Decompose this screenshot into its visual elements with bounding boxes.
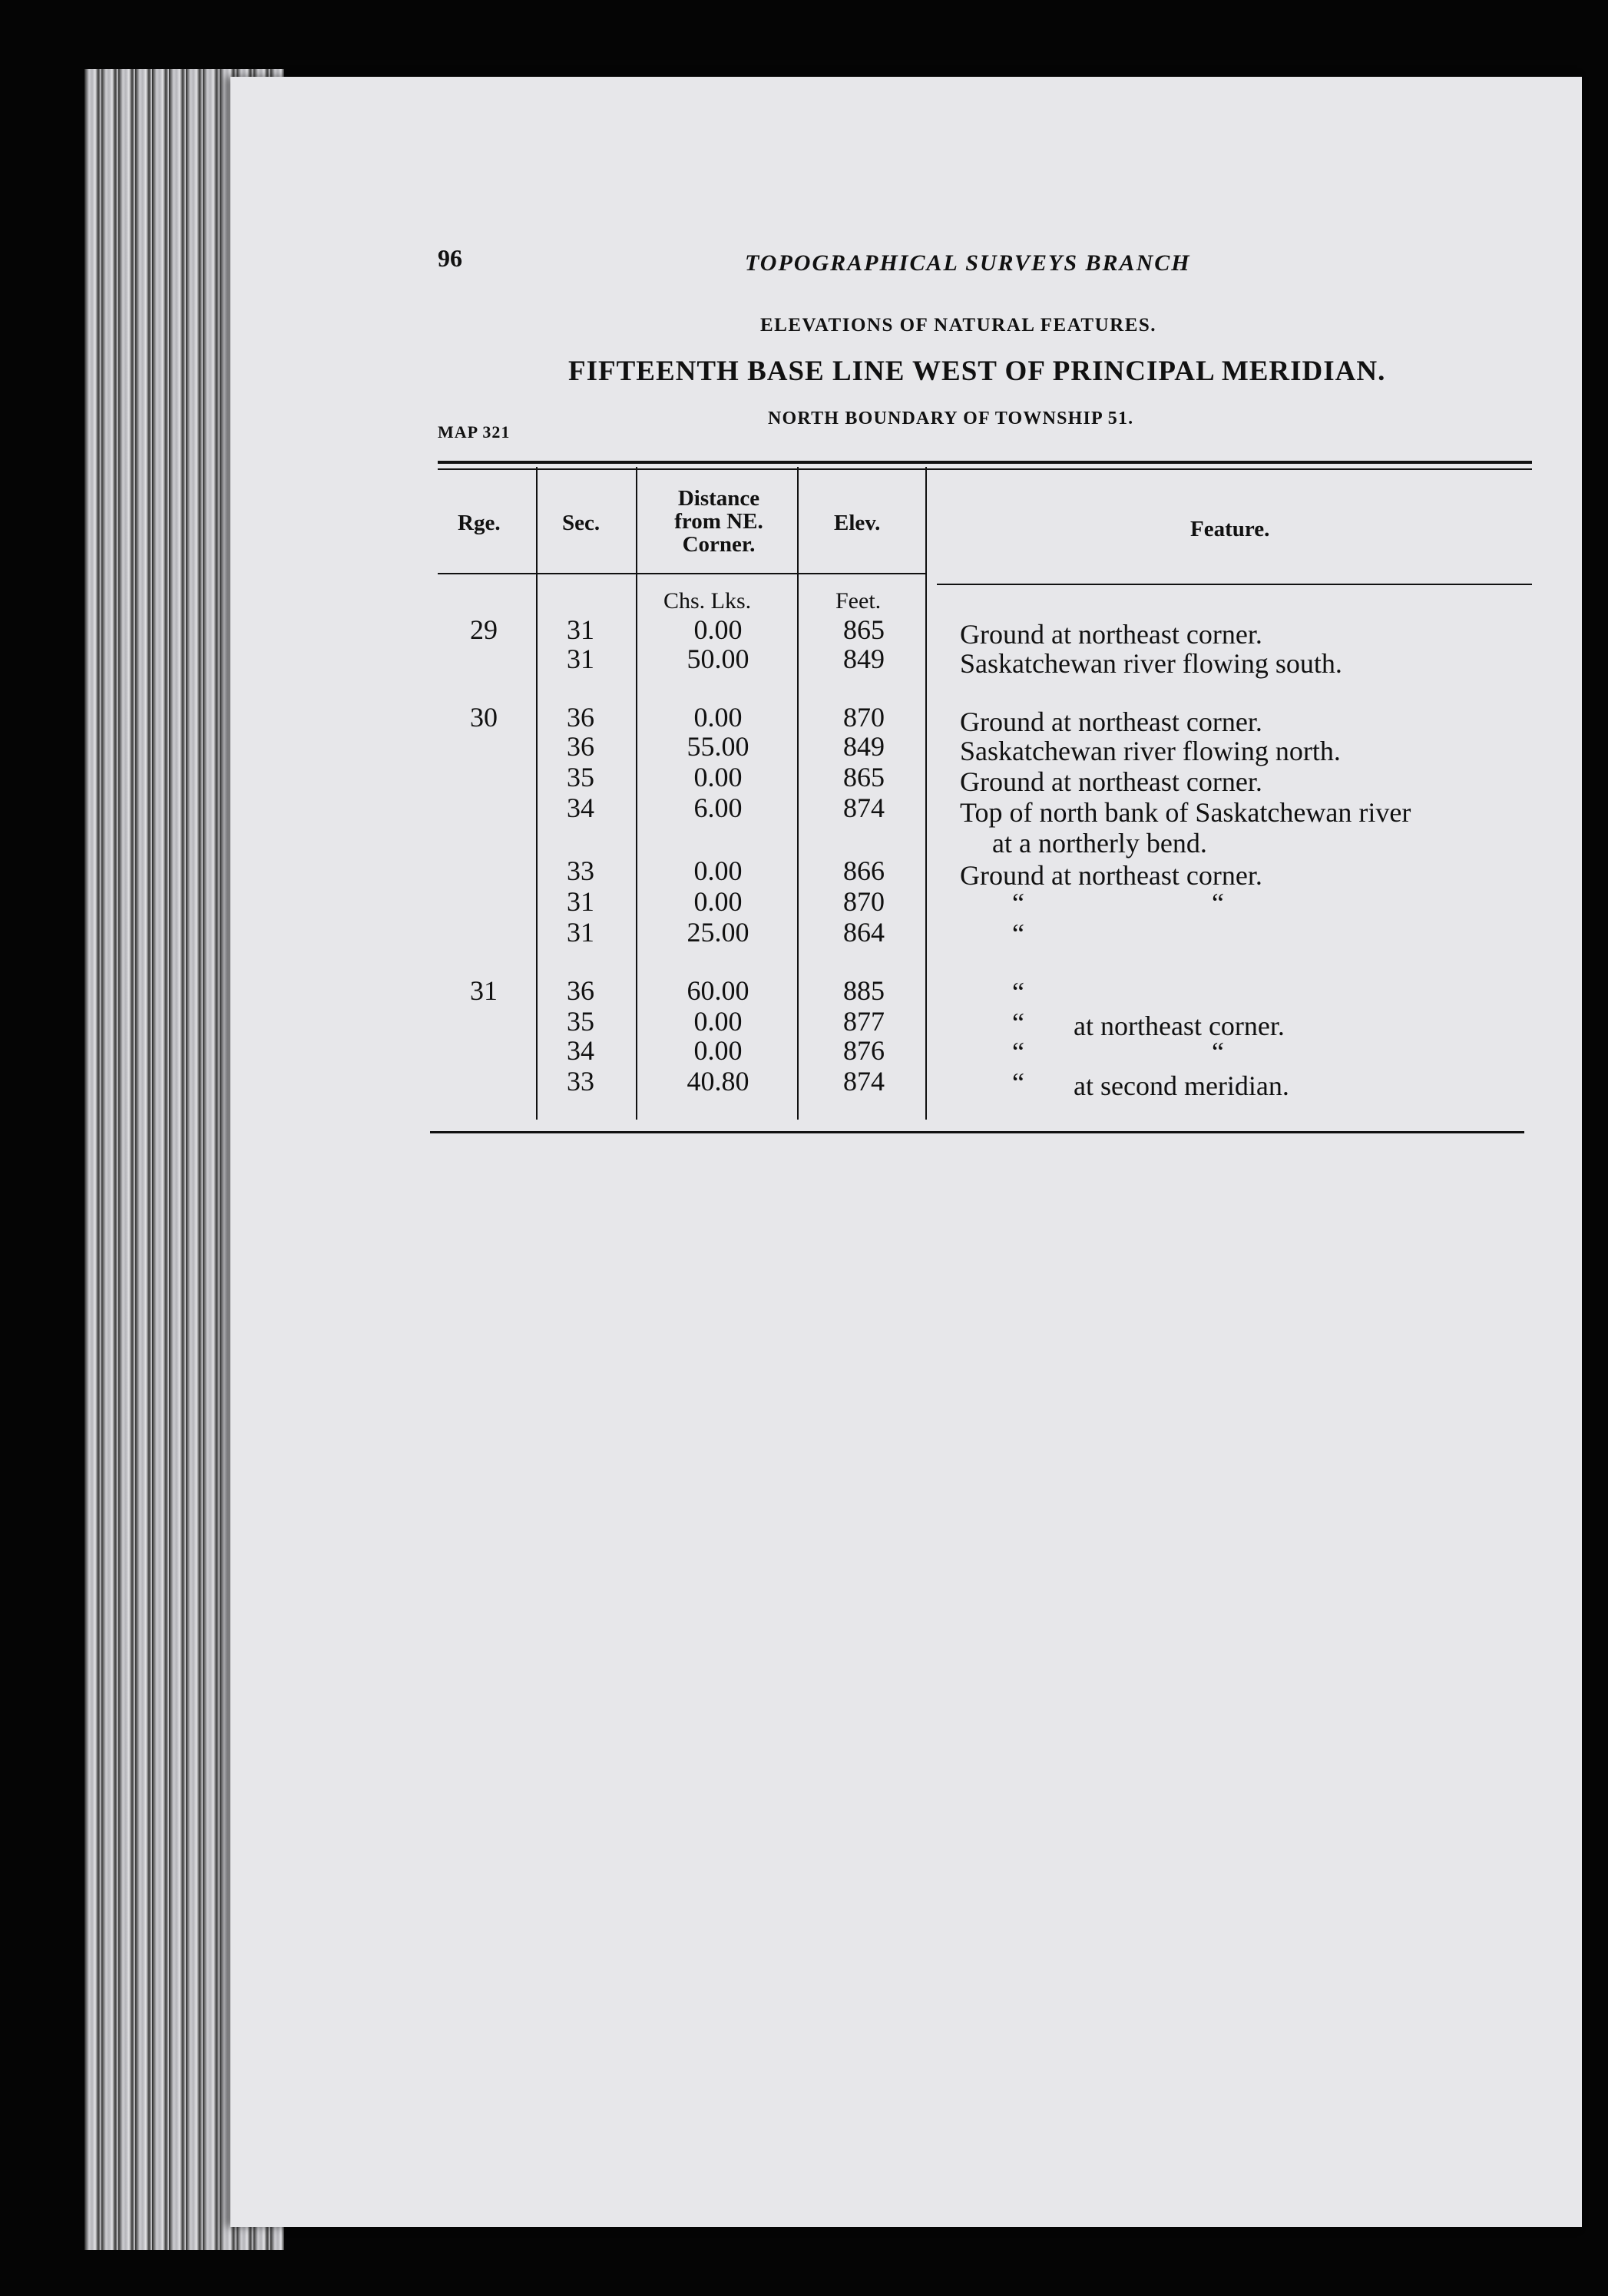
cell-elev: 870 (843, 886, 885, 917)
cell-feature: Ground at northeast corner. (960, 706, 1262, 737)
cell-distance: 0.00 (693, 702, 743, 733)
cell-feature: Ground at northeast corner. (960, 766, 1262, 797)
cell-sec: 35 (567, 1006, 594, 1037)
cell-sec: 33 (567, 1066, 594, 1097)
running-head: TOPOGRAPHICAL SURVEYS BRANCH (745, 250, 1191, 276)
units-distance: Chs. Lks. (663, 588, 752, 614)
cell-sec: 31 (567, 643, 594, 674)
cell-rge: 31 (470, 975, 498, 1006)
cell-feature-ditto: “ (1012, 1067, 1024, 1098)
col-divider (636, 467, 637, 1120)
cell-feature-ditto: “ (1212, 888, 1224, 918)
header-bottom-rule-right (937, 584, 1532, 585)
table-subtitle: NORTH BOUNDARY OF TOWNSHIP 51. (768, 409, 1134, 428)
cell-elev: 874 (843, 792, 885, 823)
cell-elev: 849 (843, 643, 885, 674)
header-rge: Rge. (458, 511, 501, 535)
cell-elev: 877 (843, 1006, 885, 1037)
cell-distance: 6.00 (693, 792, 743, 823)
cell-distance: 25.00 (687, 917, 749, 948)
cell-sec: 31 (567, 917, 594, 948)
cell-feature: at second meridian. (1074, 1070, 1289, 1101)
table-title: FIFTEENTH BASE LINE WEST OF PRINCIPAL MERIDIAN. (568, 356, 1386, 387)
cell-feature: Ground at northeast corner. (960, 860, 1262, 891)
header-distance-line: from NE. (674, 509, 763, 534)
book-page (230, 77, 1582, 2227)
cell-elev: 865 (843, 762, 885, 792)
cell-feature: Ground at northeast corner. (960, 619, 1262, 650)
cell-sec: 36 (567, 731, 594, 762)
cell-distance: 60.00 (687, 975, 749, 1006)
cell-distance: 0.00 (693, 614, 743, 645)
cell-feature: Saskatchewan river flowing north. (960, 736, 1341, 766)
cell-elev: 865 (843, 614, 885, 645)
cell-distance: 0.00 (693, 886, 743, 917)
cell-feature: Top of north bank of Saskatchewan river (960, 797, 1411, 828)
cell-distance: 40.80 (687, 1066, 749, 1097)
col-divider (536, 467, 538, 1120)
header-bottom-rule-left (438, 573, 925, 574)
cell-feature-ditto: “ (1212, 1037, 1224, 1067)
cell-feature-ditto: “ (1012, 888, 1024, 918)
cell-feature-ditto: “ (1012, 1007, 1024, 1038)
header-sec: Sec. (562, 511, 601, 535)
cell-distance: 0.00 (693, 762, 743, 792)
page-number: 96 (438, 244, 462, 272)
cell-distance: 50.00 (687, 643, 749, 674)
cell-sec: 36 (567, 702, 594, 733)
cell-feature-continued: at a northerly bend. (992, 828, 1207, 859)
cell-sec: 36 (567, 975, 594, 1006)
cell-sec: 31 (567, 614, 594, 645)
cell-feature: Saskatchewan river flowing south. (960, 648, 1342, 679)
cell-distance: 0.00 (693, 1035, 743, 1066)
cell-feature-ditto: “ (1012, 1037, 1024, 1067)
cell-elev: 874 (843, 1066, 885, 1097)
cell-sec: 35 (567, 762, 594, 792)
header-distance-line: Corner. (682, 532, 756, 557)
cell-sec: 33 (567, 855, 594, 886)
cell-feature-ditto: “ (1012, 977, 1024, 1007)
cell-distance: 0.00 (693, 855, 743, 886)
section-heading: ELEVATIONS OF NATURAL FEATURES. (760, 315, 1157, 336)
cell-elev: 849 (843, 731, 885, 762)
table-top-rule (438, 461, 1532, 464)
cell-elev: 876 (843, 1035, 885, 1066)
cell-elev: 885 (843, 975, 885, 1006)
units-elev: Feet. (835, 588, 882, 614)
cell-sec: 34 (567, 792, 594, 823)
header-elev: Elev. (834, 511, 881, 535)
col-divider (797, 467, 799, 1120)
cell-feature-ditto: “ (1012, 918, 1024, 949)
header-distance (650, 487, 788, 556)
cell-sec: 31 (567, 886, 594, 917)
cell-distance: 55.00 (687, 731, 749, 762)
header-distance-line: Distance (677, 486, 760, 511)
col-divider (925, 467, 927, 1120)
cell-feature: at northeast corner. (1074, 1011, 1285, 1041)
cell-sec: 34 (567, 1035, 594, 1066)
cell-rge: 30 (470, 702, 498, 733)
cell-elev: 870 (843, 702, 885, 733)
header-feature: Feature. (1190, 517, 1270, 541)
cell-rge: 29 (470, 614, 498, 645)
cell-distance: 0.00 (693, 1006, 743, 1037)
cell-elev: 864 (843, 917, 885, 948)
table-bottom-rule (430, 1131, 1524, 1133)
table-top-rule-thin (438, 468, 1532, 470)
map-reference: MAP 321 (438, 422, 511, 442)
cell-elev: 866 (843, 855, 885, 886)
